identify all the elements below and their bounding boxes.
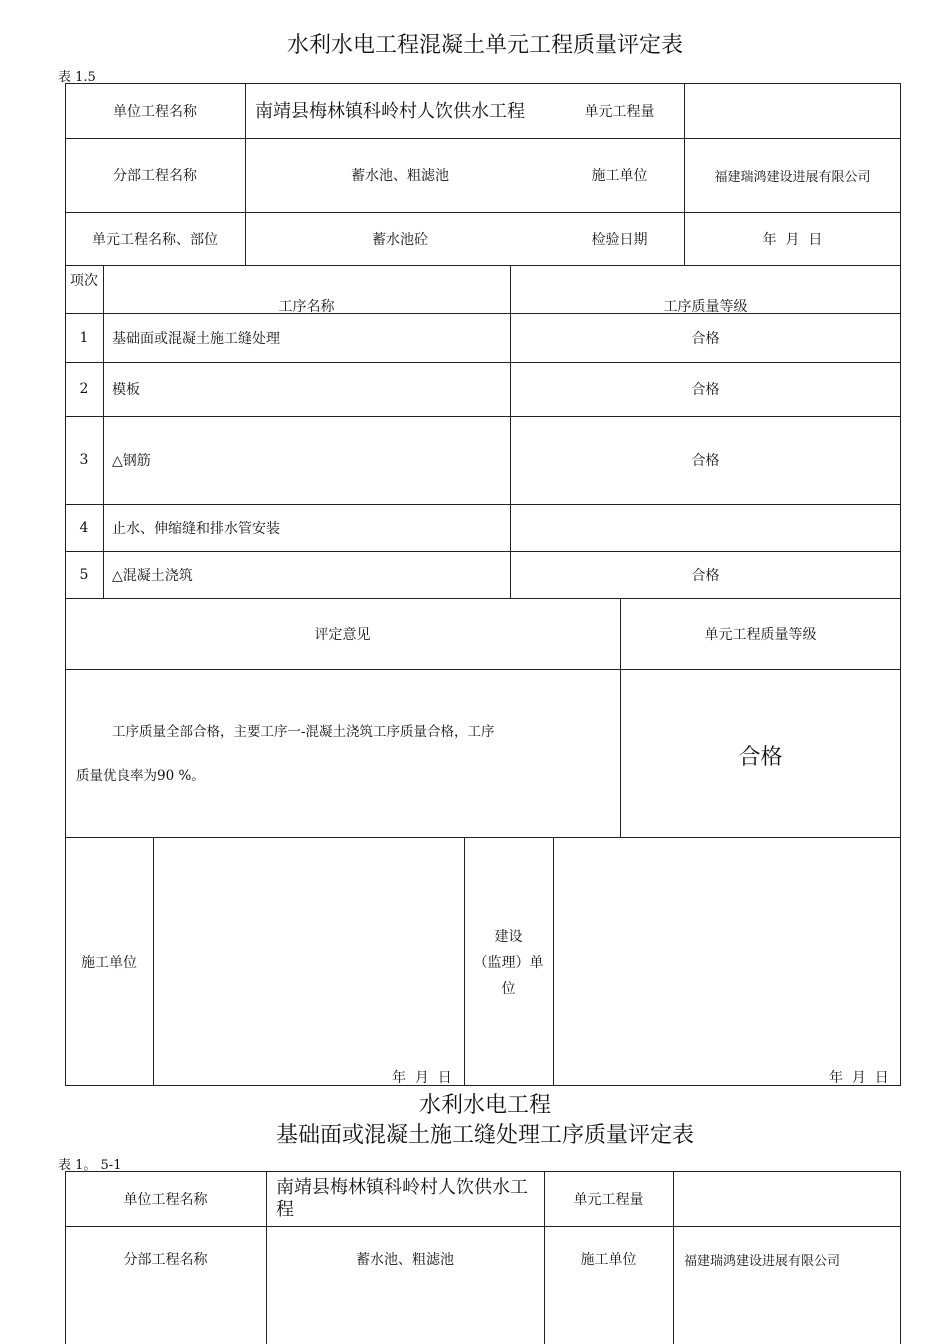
- sign-date-left: 年 月 日: [392, 1070, 452, 1086]
- opinion-text-line1: 工序质量全部合格，主要工序一-混凝土浇筑工序质量合格，工序: [112, 724, 495, 740]
- f2-division-value: 蓄水池、粗滤池: [356, 1252, 454, 1268]
- opinion-header: 评定意见: [314, 626, 371, 643]
- form1-table-number: 表 1.5: [58, 70, 96, 85]
- f2-element-quantity-value: [673, 1171, 900, 1226]
- division-label: 分部工程名称: [113, 168, 197, 184]
- f2-contractor-value: 福建瑞鸿建设进展有限公司: [684, 1253, 841, 1269]
- form2-table-number: 表 1。 5-1: [58, 1158, 122, 1173]
- process-grade-header: 工序质量等级: [663, 299, 748, 315]
- opinion-text-line2: 质量优良率为90 %。: [76, 768, 205, 784]
- item-no-header: 项次: [70, 273, 98, 289]
- item-process-grade: [510, 504, 901, 551]
- item-process-grade: 合格: [691, 330, 720, 347]
- item-number: 3: [79, 452, 89, 468]
- item-number: 2: [79, 381, 89, 397]
- inspection-date-label: 检验日期: [591, 231, 648, 248]
- contractor-label: 施工单位: [591, 168, 648, 184]
- element-name-value: 蓄水池砼: [372, 231, 428, 248]
- item-process-name: 模板: [112, 382, 140, 398]
- form2-title-line2: 基础面或混凝土施工缝处理工序质量评定表: [275, 1123, 694, 1148]
- element-name-label: 单元工程名称、部位: [92, 231, 218, 248]
- item-number: 4: [79, 519, 89, 536]
- f2-unit-project-label: 单位工程名称: [123, 1191, 208, 1208]
- sign-contractor-label: 施工单位: [81, 954, 137, 971]
- item-process-grade: 合格: [691, 453, 720, 469]
- process-name-header: 工序名称: [278, 299, 335, 315]
- item-process-name: △混凝土浇筑: [112, 567, 193, 584]
- element-quantity-label: 单元工程量: [584, 103, 655, 120]
- form2-title-line1: 水利水电工程: [418, 1093, 551, 1118]
- sign-date-right: 年 月 日: [829, 1070, 889, 1086]
- unit-project-value: 南靖县梅林镇科岭村人饮供水工程: [255, 100, 525, 122]
- f2-unit-project-value: 南靖县梅林镇科岭村人饮供水工程: [276, 1176, 528, 1220]
- f2-contractor-label: 施工单位: [580, 1252, 637, 1268]
- sign-owner-label: [464, 924, 553, 1002]
- item-process-name: 止水、伸缩缝和排水管安装: [112, 520, 280, 537]
- item-process-grade: 合格: [691, 382, 720, 398]
- item-number: 5: [79, 566, 89, 583]
- item-number: 1: [79, 329, 89, 346]
- division-value: 蓄水池、粗滤池: [351, 168, 449, 184]
- f2-division-label: 分部工程名称: [123, 1252, 208, 1268]
- element-grade-header: 单元工程质量等级: [704, 626, 817, 643]
- sign-owner-label-line1: 建设: [494, 929, 523, 945]
- item-process-grade: 合格: [691, 567, 720, 584]
- element-grade-value: 合格: [738, 744, 783, 770]
- f2-element-quantity-label: 单元工程量: [573, 1191, 644, 1208]
- unit-project-label: 单位工程名称: [113, 103, 197, 120]
- element-quantity-value: [684, 83, 901, 138]
- item-process-name: 基础面或混凝土施工缝处理: [112, 330, 280, 347]
- sign-owner-label-line2: （监理）单: [473, 955, 544, 971]
- inspection-date-value: 年 月 日: [762, 231, 823, 248]
- sign-owner-label-line3: 位: [501, 981, 516, 997]
- form1-title: 水利水电工程混凝土单元工程质量评定表: [286, 33, 683, 58]
- item-process-name: △钢筋: [112, 453, 151, 469]
- contractor-value: 福建瑞鸿建设进展有限公司: [714, 169, 871, 185]
